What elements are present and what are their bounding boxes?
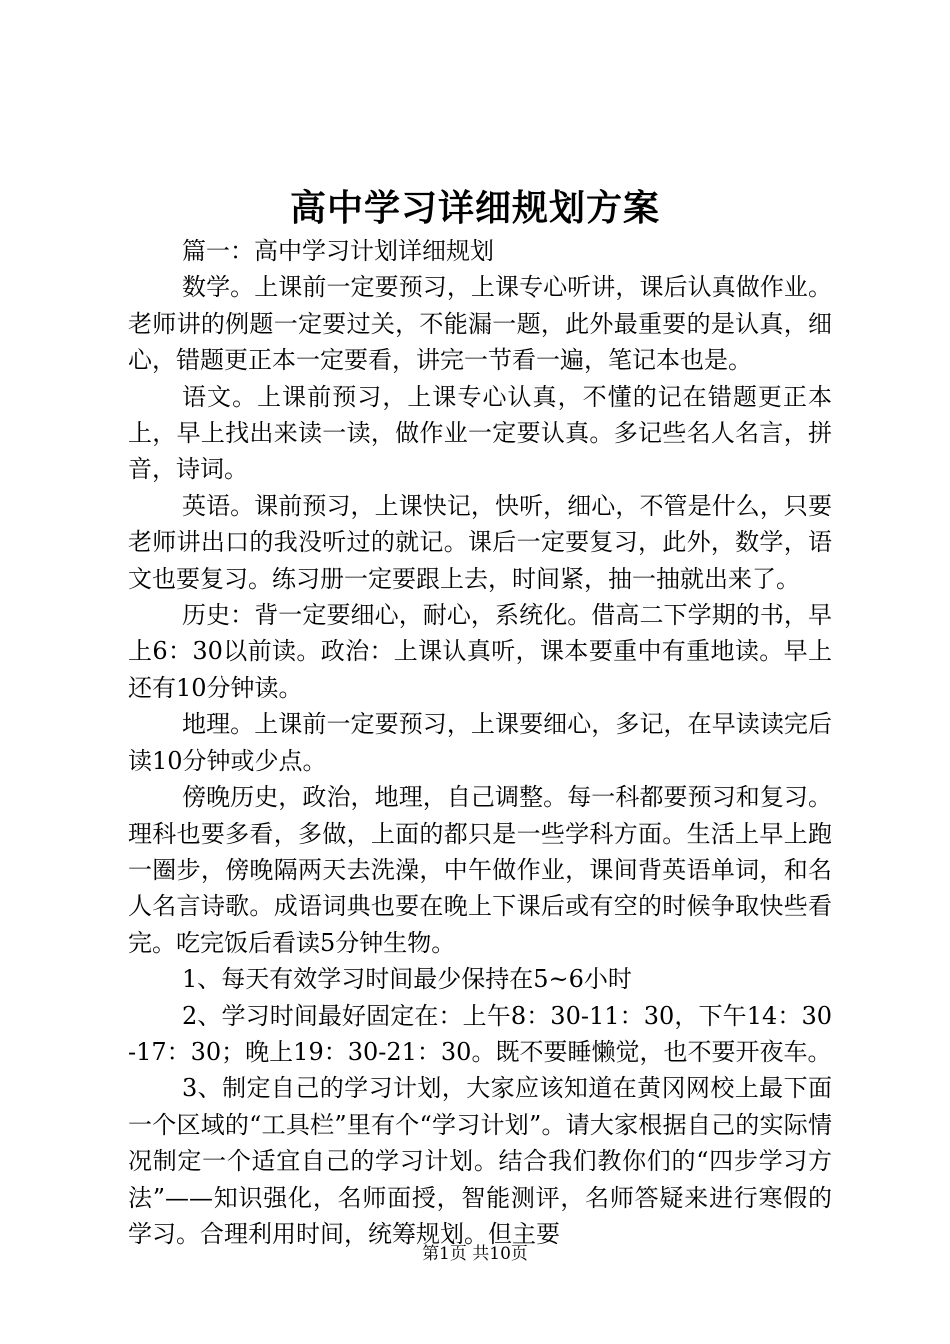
paragraph-chinese: 语文。上课前预习，上课专心认真，不懂的记在错题更正本上，早上找出来读一读，做作业一定要认真。多记些名人名言，拼音，诗词。 — [128, 382, 832, 484]
page-footer: 第1页 共10页 — [422, 1244, 528, 1264]
list-item-2: 2、学习时间最好固定在：上午8：30-11：30，下午14：30-17：30；晚上19：30-21：30。既不要睡懒觉，也不要开夜车。 — [128, 1001, 832, 1066]
list-item-3: 3、制定自己的学习计划，大家应该知道在黄冈网校上最下面一个区域的“工具栏”里有个“学习计划”。请大家根据自己的实际情况制定一个适宜自己的学习计划。结合我们教你们的“四步学习方法”——知识强化，名师面授，智能测评，名师答疑来进行寒假的学习。合理利用时间，统筹规划。但主要 — [128, 1074, 832, 1248]
document-body — [128, 233, 832, 1252]
paragraph-math: 数学。上课前一定要预习，上课专心听讲，课后认真做作业。老师讲的例题一定要过关，不能漏一题，此外最重要的是认真，细心，错题更正本一定要看，讲完一节看一遍，笔记本也是。 — [128, 273, 832, 375]
section-heading: 篇一：高中学习计划详细规划 — [182, 237, 494, 265]
list-item-1: 1、每天有效学习时间最少保持在5~6小时 — [182, 965, 632, 994]
paragraph-history-politics: 历史：背一定要细心，耐心，系统化。借高二下学期的书，早上6：30以前读。政治：上课认真听，课本要重中有重地读。早上还有10分钟读。 — [128, 601, 832, 702]
paragraph-evening-schedule: 傍晚历史，政治，地理，自己调整。每一科都要预习和复习。理科也要多看，多做，上面的都只是一些学科方面。生活上早上跑一圈步，傍晚隔两天去洗澡，中午做作业，课间背英语单词，和名人名言诗歌。成语词典也要在晚上下课后或有空的时候争取快些看完。吃完饭后看读5分钟生物。 — [128, 783, 832, 957]
paragraph-english: 英语。课前预习，上课快记，快听，细心，不管是什么，只要老师讲出口的我没听过的就记。课后一定要复习，此外，数学，语文也要复习。练习册一定要跟上去，时间紧，抽一抽就出来了。 — [128, 491, 832, 593]
document-title: 高中学习详细规划方案 — [289, 187, 660, 229]
paragraph-geography: 地理。上课前一定要预习，上课要细心，多记，在早读读完后读10分钟或少点。 — [128, 710, 832, 775]
